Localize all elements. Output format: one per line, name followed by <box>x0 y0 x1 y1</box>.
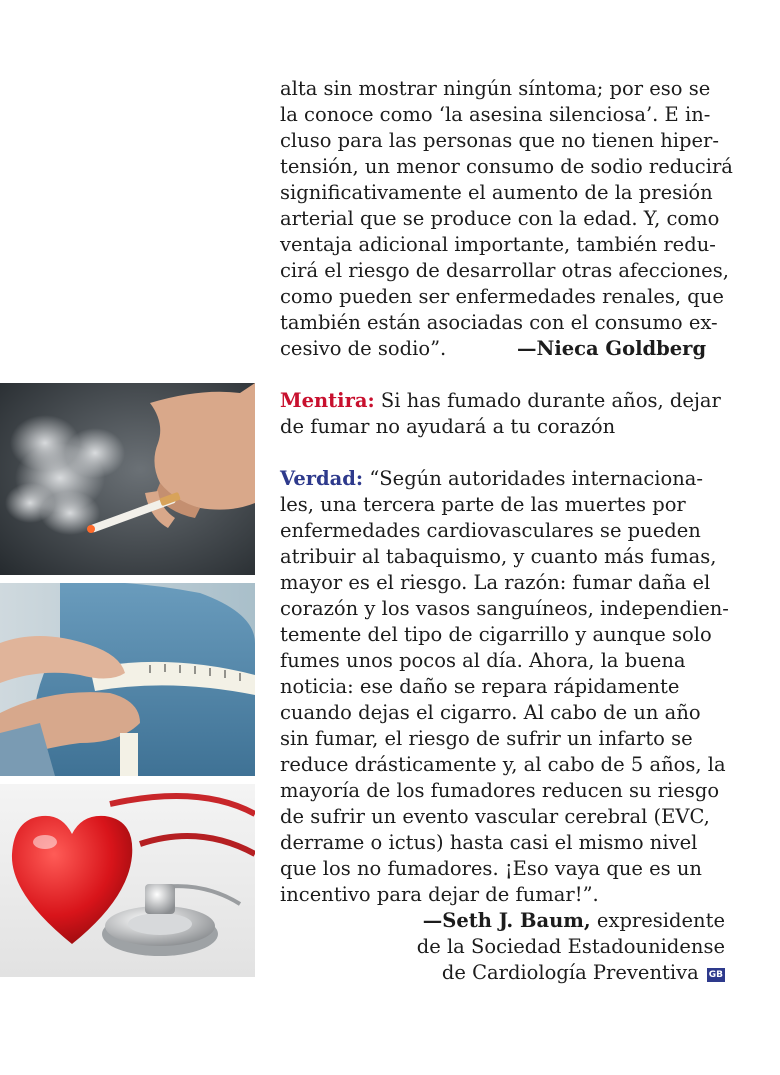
text-line <box>280 466 725 492</box>
text-line: arterial que se produce con la edad. Y, como <box>280 207 720 230</box>
text-line: fumes unos pocos al día. Ahora, la buena <box>280 649 686 672</box>
text-line: mayoría de los fumadores reducen su riesgo <box>280 779 720 802</box>
text-line: la conoce como ‘la asesina silenciosa’. E in- <box>280 103 711 126</box>
para1-last-text: cesivo de sodio”. <box>280 337 447 360</box>
text-line: que los no fumadores. ¡Eso vaya que es un <box>280 857 702 880</box>
text-line: reduce drásticamente y, al cabo de 5 años, la <box>280 753 726 776</box>
text-line: corazón y los vasos sanguíneos, independien- <box>280 597 729 620</box>
text-line: cuando dejas el cigarro. Al cabo de un año <box>280 701 701 724</box>
credit-line <box>280 960 725 986</box>
author-nieca-goldberg: —Nieca Goldberg <box>517 337 707 360</box>
text-line: les, una tercera parte de las muertes por <box>280 493 686 516</box>
author-seth-baum-credit <box>280 908 725 986</box>
text-line: alta sin mostrar ningún síntoma; por eso se <box>280 77 711 100</box>
text-line: enfermedades cardiovasculares se pueden <box>280 519 701 542</box>
text-line: significativamente el aumento de la presión <box>280 181 713 204</box>
text-line: también están asociadas con el consumo ex- <box>280 311 718 334</box>
credit-line: de la Sociedad Estadounidense <box>416 935 725 958</box>
measuring-tape-waist-photo <box>0 583 255 776</box>
text-line: cirá el riesgo de desarrollar otras afecciones, <box>280 259 729 282</box>
smoking-hand-photo <box>0 383 255 575</box>
text-line: noticia: ese daño se repara rápidamente <box>280 675 680 698</box>
text-line: temente del tipo de cigarrillo y aunque solo <box>280 623 712 646</box>
text-line: de sufrir un evento vascular cerebral (EVC, <box>280 805 710 828</box>
end-mark-badge: GB <box>708 970 723 980</box>
text-line: tensión, un menor consumo de sodio reducirá <box>280 155 733 178</box>
text-line: incentivo para dejar de fumar!”. <box>280 883 599 906</box>
credit-org: de Cardiología Preventiva <box>441 961 699 984</box>
text-line <box>280 388 725 414</box>
mentira-label: Mentira: <box>280 389 375 412</box>
text-line: atribuir al tabaquismo, y cuanto más fumas, <box>280 545 717 568</box>
author-name: —Seth J. Baum, <box>422 909 591 932</box>
mentira-text: Si has fumado durante años, dejar <box>374 389 721 412</box>
paragraph-sodium-quote <box>280 76 733 362</box>
text-line: de fumar no ayudará a tu corazón <box>280 415 616 438</box>
author-role: expresidente <box>590 909 725 932</box>
text-line: mayor es el riesgo. La razón: fumar daña el <box>280 571 711 594</box>
text-line: cluso para las personas que no tienen hiper- <box>280 129 719 152</box>
text-line: como pueden ser enfermedades renales, que <box>280 285 724 308</box>
paragraph-verdad <box>280 466 729 908</box>
credit-line <box>280 908 725 934</box>
text-line: ventaja adicional importante, también redu- <box>280 233 716 256</box>
text-line <box>280 336 725 362</box>
text-line: derrame o ictus) hasta casi el mismo nivel <box>280 831 698 854</box>
verdad-label: Verdad: <box>280 467 364 490</box>
heart-stethoscope-photo <box>0 784 255 977</box>
verdad-text: “Según autoridades internaciona- <box>363 467 703 490</box>
article-column <box>280 76 733 986</box>
text-line: sin fumar, el riesgo de sufrir un infarto se <box>280 727 693 750</box>
paragraph-mentira <box>280 388 725 440</box>
